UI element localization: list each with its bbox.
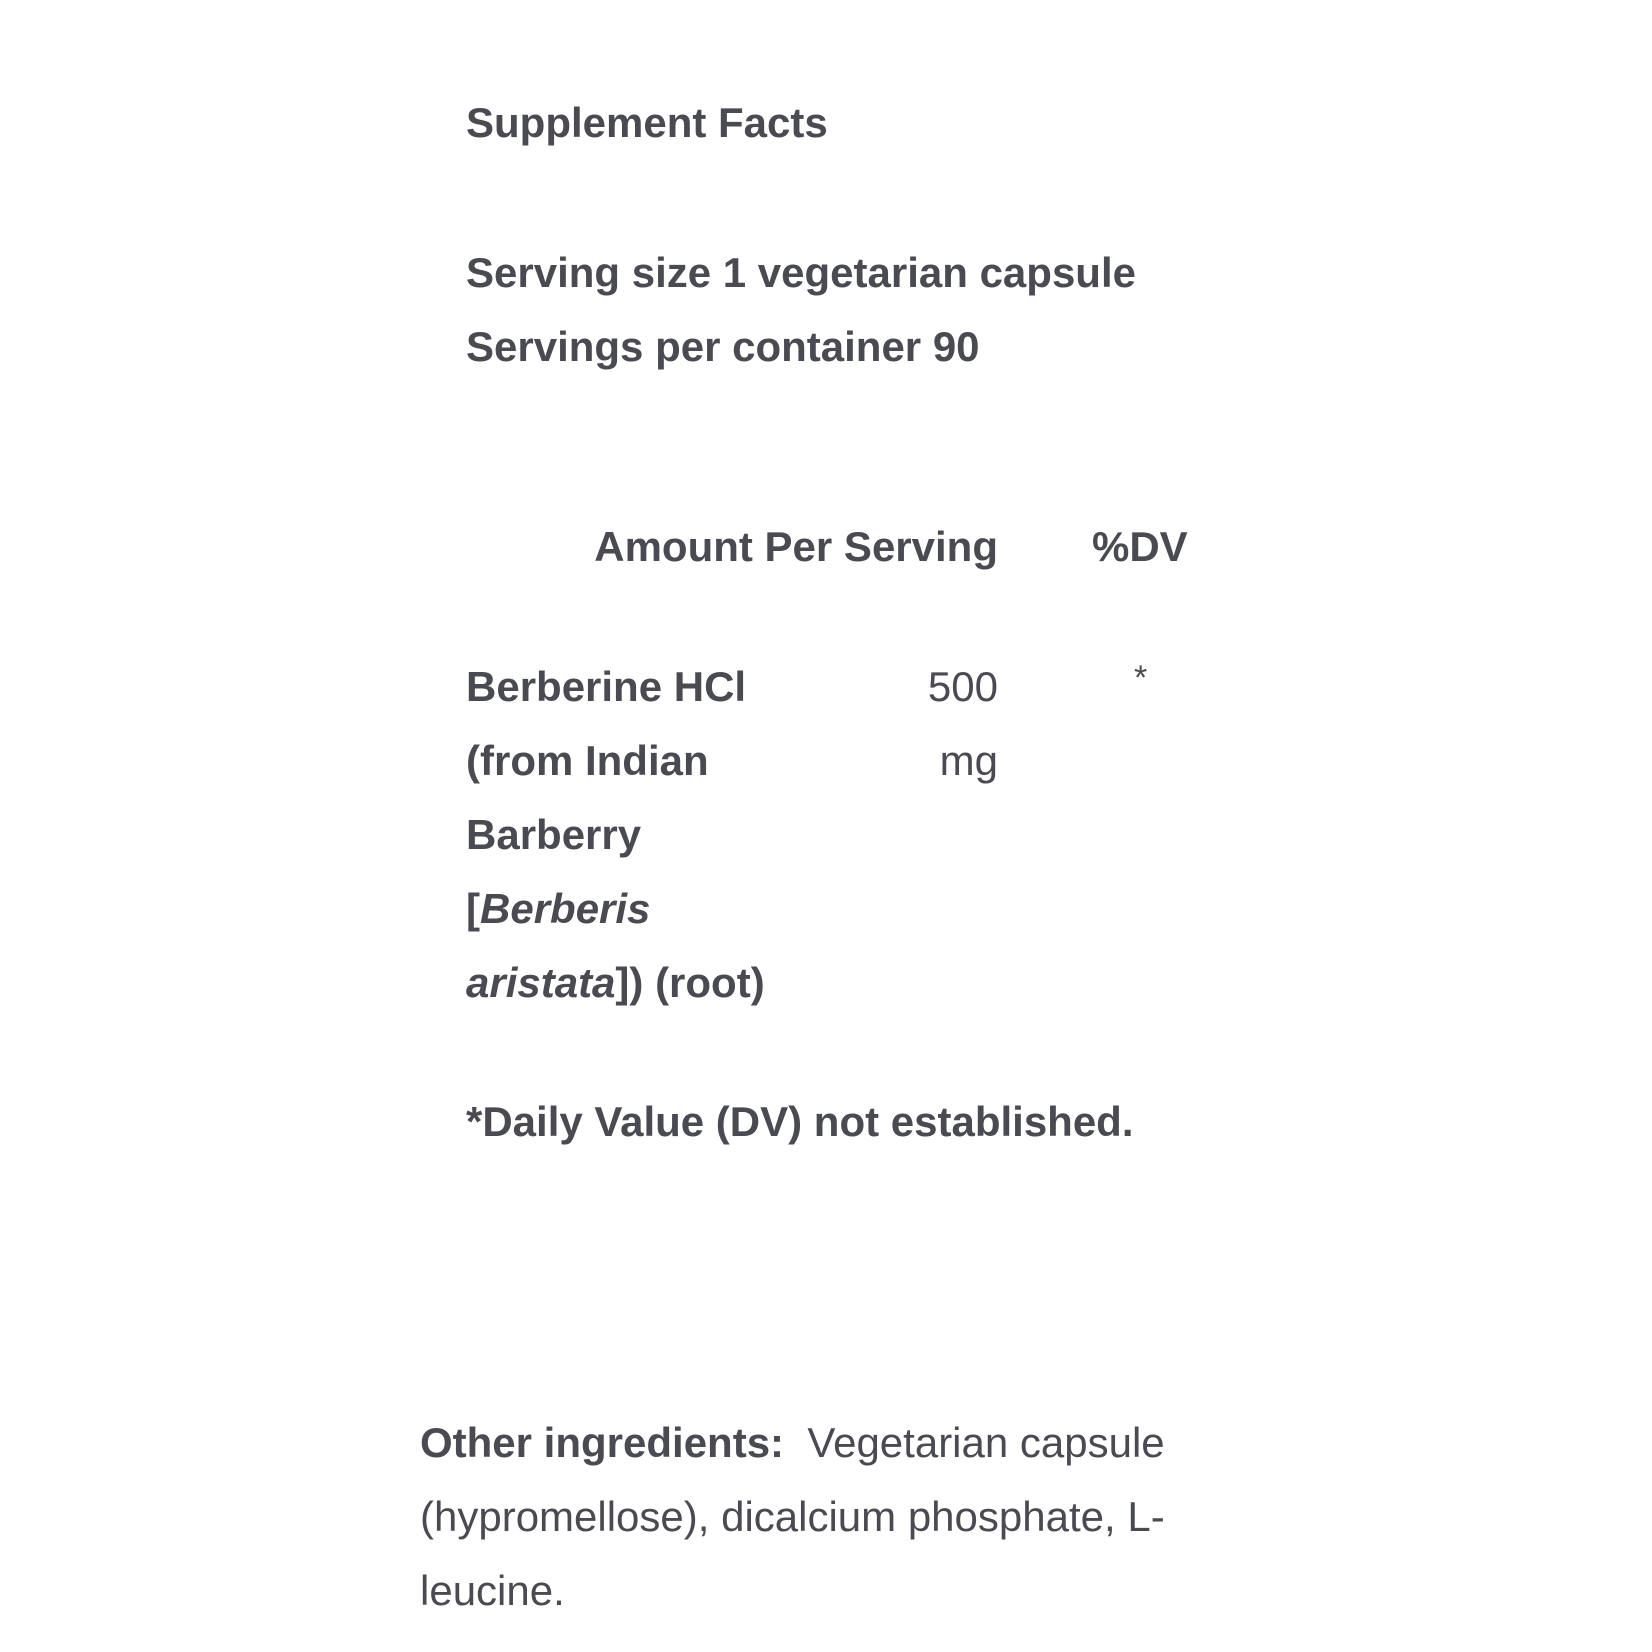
ingredient-amount: [928, 650, 998, 798]
plant-part: ]) (root): [615, 959, 765, 1006]
serving-size: Serving size 1 vegetarian capsule: [466, 249, 1136, 296]
bracket-open: [: [466, 885, 480, 932]
ingredient-name-line: (from Indian: [466, 737, 709, 784]
other-ingredients-line: [420, 1406, 1240, 1480]
amount-per-serving-header: Amount Per Serving: [594, 523, 998, 570]
amount-value: 500: [927, 663, 998, 710]
daily-value-header: %DV: [1092, 523, 1188, 570]
ingredient-name-line: Berberine HCl: [466, 663, 747, 710]
other-ingredients-text: Vegetarian capsule: [807, 1419, 1165, 1466]
ingredient-name-line: [466, 946, 826, 1020]
servings-per-container: Servings per container 90: [466, 323, 980, 370]
serving-info: [466, 236, 1136, 384]
other-ingredients-line: leucine.: [420, 1567, 565, 1614]
botanical-species: aristata: [466, 959, 616, 1006]
other-ingredients: [420, 1406, 1240, 1628]
ingredient-name-line: [466, 872, 826, 946]
ingredient-daily-value: *: [1134, 659, 1148, 697]
ingredient-name-line: Barberry: [466, 811, 642, 858]
botanical-genus: Berberis: [480, 885, 651, 932]
amount-unit: mg: [939, 737, 998, 784]
other-ingredients-line: (hypromellose), dicalcium phosphate, L-: [420, 1493, 1165, 1540]
daily-value-footnote: *Daily Value (DV) not established.: [466, 1098, 1134, 1145]
ingredient-name: [466, 650, 826, 1020]
supplement-facts-title: Supplement Facts: [466, 99, 828, 146]
other-ingredients-label: Other ingredients:: [420, 1419, 785, 1466]
